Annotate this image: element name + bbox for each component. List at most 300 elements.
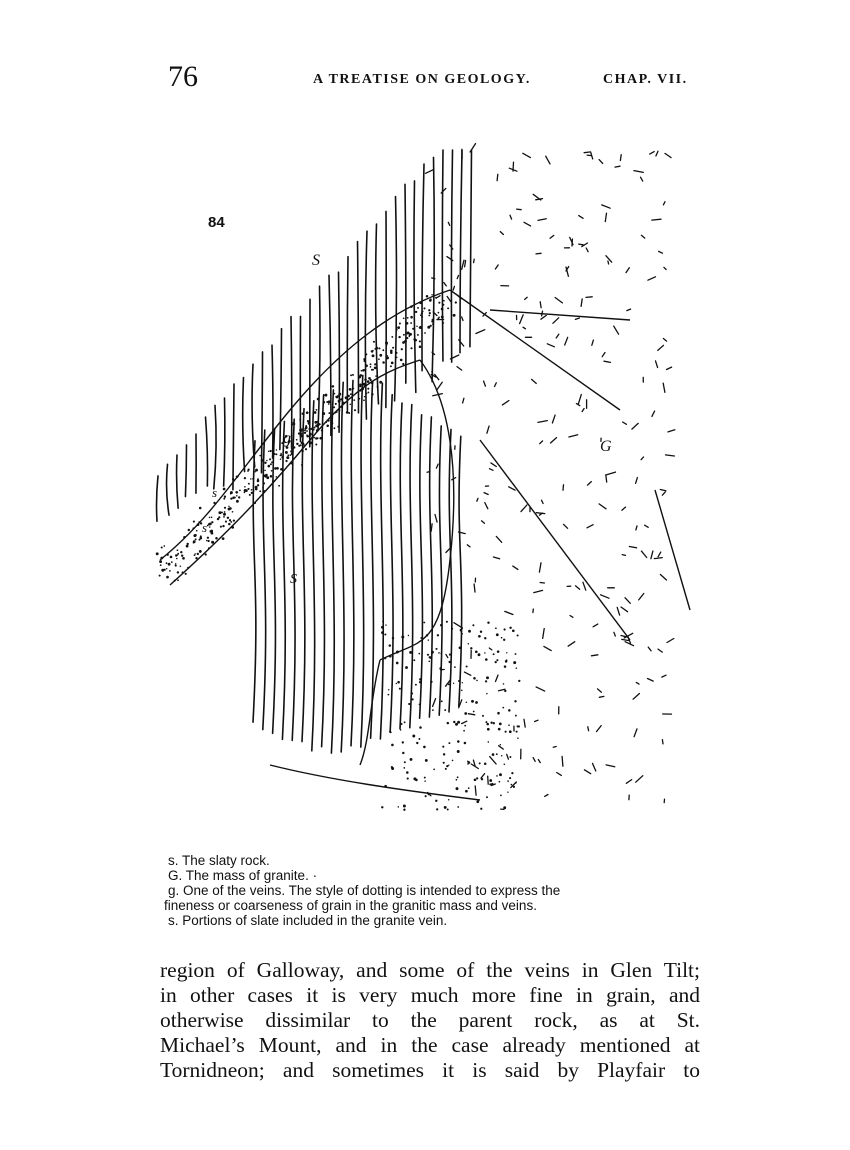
vein-grain-dot (300, 429, 303, 432)
vein-grain-dot (457, 721, 460, 724)
vein-grain-dot (496, 775, 498, 777)
vein-grain-dot (400, 729, 401, 730)
granite-grain (533, 758, 535, 762)
granite-grain (476, 330, 485, 334)
vein-grain-dot (338, 400, 341, 403)
vein-grain-dot (404, 340, 407, 343)
vein-grain-dot (457, 740, 460, 743)
vein-grain-dot (423, 307, 425, 309)
vein-grain-dot (447, 307, 449, 309)
vein-grain-dot (385, 344, 387, 346)
vein-grain-dot (498, 728, 501, 731)
vein-grain-dot (390, 731, 392, 733)
figure-number: 84 (208, 214, 225, 231)
granite-grain (495, 265, 498, 269)
granite-grain (564, 524, 568, 528)
granite-grain (521, 505, 527, 512)
vein-grain-dot (280, 458, 282, 460)
vein-grain-dot (456, 787, 459, 790)
granite-grain (509, 487, 515, 490)
vein-grain-dot (233, 519, 235, 521)
vein-grain-dot (306, 411, 309, 414)
vein-boundary (450, 290, 620, 410)
granite-grain (523, 153, 531, 157)
vein-grain-dot (398, 336, 400, 338)
vein-grain-dot (449, 654, 451, 656)
vein-grain-dot (518, 680, 520, 682)
vein-grain-dot (264, 462, 266, 464)
vein-grain-dot (291, 452, 294, 455)
vein-grain-dot (228, 523, 230, 525)
vein-grain-dot (370, 366, 372, 368)
granite-grain (660, 575, 666, 581)
vein-grain-dot (264, 475, 267, 478)
vein-grain-dot (405, 666, 408, 669)
granite-grain (446, 680, 451, 686)
vein-grain-dot (175, 554, 177, 556)
vein-grain-dot (333, 427, 335, 429)
granite-grain (614, 632, 615, 636)
vein-grain-dot (333, 406, 335, 408)
granite-grain (437, 382, 443, 390)
granite-grain (622, 639, 629, 640)
vein-grain-dot (476, 800, 479, 803)
vein-grain-dot (396, 329, 398, 331)
vein-grain-dot (505, 731, 507, 733)
chapter-label: CHAP. VII. (603, 72, 688, 87)
granite-grain (448, 222, 449, 225)
vein-grain-dot (408, 703, 410, 705)
vein-grain-dot (384, 633, 386, 635)
granite-grain (490, 469, 494, 471)
vein-grain-dot (403, 334, 405, 336)
vein-grain-dot (253, 490, 255, 492)
vein-grain-dot (443, 762, 445, 764)
vein-grain-dot (401, 348, 403, 350)
vein-grain-dot (501, 637, 503, 639)
granite-grain (625, 598, 630, 604)
vein-grain-dot (426, 634, 428, 636)
vein-grain-dot (247, 470, 249, 472)
vein-grain-dot (468, 630, 471, 633)
vein-grain-dot (269, 450, 271, 452)
vein-grain-dot (264, 470, 266, 472)
vein-grain-dot (361, 370, 363, 372)
granite-grain (536, 513, 545, 514)
slate-stratum-line (376, 224, 379, 404)
granite-grain (502, 401, 509, 405)
granite-grain (633, 694, 639, 700)
vein-grain-dot (167, 554, 169, 556)
vein-grain-dot (400, 359, 403, 362)
slate-stratum-line (224, 398, 225, 486)
vein-grain-dot (484, 637, 486, 639)
vein-grain-dot (406, 322, 409, 325)
granite-grain (599, 504, 606, 509)
vein-grain-dot (188, 529, 190, 531)
vein-grain-dot (381, 806, 383, 808)
vein-grain-dot (495, 661, 497, 663)
vein-grain-dot (403, 317, 405, 319)
granite-grain (599, 696, 604, 697)
vein-grain-dot (182, 571, 184, 573)
granite-grain (648, 679, 654, 682)
vein-grain-dot (293, 446, 295, 448)
vein-grain-dot (208, 547, 210, 549)
vein-grain-dot (390, 365, 392, 367)
granite-grain (622, 507, 626, 510)
granite-grain (444, 283, 447, 286)
slate-stratum-line (410, 405, 413, 728)
vein-grain-dot (513, 661, 516, 664)
granite-grain (584, 770, 590, 774)
vein-grain-dot (220, 526, 222, 528)
vein-grain-dot (491, 783, 494, 786)
vein-grain-dot (335, 403, 337, 405)
vein-grain-dot (350, 393, 352, 395)
vein-grain-dot (503, 683, 505, 685)
vein-grain-dot (183, 536, 185, 538)
vein-grain-dot (336, 411, 338, 413)
vein-grain-dot (497, 650, 500, 653)
vein-grain-dot (382, 361, 385, 364)
slate-stratum-line (414, 181, 416, 392)
granite-grain (435, 515, 437, 523)
vein-grain-dot (367, 388, 369, 390)
vein-grain-dot (209, 526, 211, 528)
vein-grain-dot (159, 560, 162, 563)
vein-grain-dot (452, 760, 454, 762)
granite-grain (500, 232, 503, 235)
vein-grain-dot (271, 470, 273, 472)
vein-grain-dot (454, 666, 456, 668)
vein-grain-dot (506, 652, 507, 653)
vein-grain-dot (487, 728, 490, 731)
vein-grain-dot (447, 722, 449, 724)
vein-grain-dot (391, 362, 394, 365)
vein-grain-dot (300, 432, 302, 434)
vein-grain-dot (486, 693, 487, 694)
vein-grain-dot (244, 477, 246, 479)
vein-grain-dot (375, 375, 376, 376)
vein-grain-dot (225, 521, 227, 523)
granite-grain (626, 268, 629, 273)
slate-stratum-line (302, 409, 305, 742)
granite-grain (446, 654, 448, 657)
vein-grain-dot (314, 427, 316, 429)
vein-grain-dot (416, 326, 418, 328)
vein-grain-dot (445, 768, 447, 770)
vein-grain-dot (348, 395, 350, 397)
body-line: Michael’s Mount, and in the case already mentioned at (160, 1033, 700, 1057)
slate-stratum-line (449, 429, 452, 711)
vein-grain-dot (166, 576, 169, 579)
vein-grain-dot (160, 564, 162, 566)
vein-grain-dot (197, 553, 199, 555)
vein-grain-dot (448, 742, 450, 744)
vein-grain-dot (302, 413, 304, 415)
vein-grain-dot (432, 323, 434, 325)
granite-grain (485, 503, 488, 509)
vein-grain-dot (402, 741, 404, 743)
slate-stratum-line (451, 150, 452, 362)
vein-grain-dot (411, 698, 413, 700)
granite-grain (586, 297, 592, 298)
slate-stratum-line (280, 329, 282, 450)
vein-grain-dot (239, 490, 241, 492)
vein-grain-dot (455, 301, 457, 303)
granite-grain (570, 616, 573, 618)
vein-grain-dot (448, 661, 450, 663)
vein-grain-dot (489, 783, 491, 785)
granite-grain (547, 344, 554, 347)
granite-vein-illustration (150, 140, 700, 830)
vein-grain-dot (443, 753, 445, 755)
vein-grain-dot (363, 399, 365, 401)
granite-grain (592, 340, 594, 345)
vein-grain-dot (259, 490, 261, 492)
vein-grain-dot (463, 730, 465, 732)
granite-grain (634, 171, 643, 173)
vein-grain-dot (290, 462, 292, 464)
granite-grain (496, 675, 499, 681)
vein-grain-dot (364, 383, 367, 386)
slate-stratum-line (361, 375, 364, 747)
body-paragraph (160, 958, 700, 1083)
vein-boundary (270, 765, 480, 800)
vein-grain-dot (317, 398, 320, 401)
vein-grain-dot (371, 351, 373, 353)
vein-grain-dot (300, 444, 302, 446)
granite-grain (598, 689, 602, 692)
vein-grain-dot (168, 563, 171, 566)
vein-grain-dot (266, 460, 268, 462)
vein-grain-dot (507, 791, 508, 792)
vein-grain-dot (218, 511, 221, 514)
vein-grain-dot (386, 356, 389, 359)
vein-grain-dot (224, 511, 226, 513)
vein-grain-dot (281, 456, 284, 459)
caption-line: fineness or coarseness of grain in the granitic mass and veins. (164, 898, 537, 913)
vein-grain-dot (209, 522, 212, 525)
vein-grain-dot (192, 527, 194, 529)
slate-stratum-line (432, 157, 434, 381)
vein-grain-dot (486, 796, 488, 798)
vein-grain-dot (484, 652, 485, 653)
granite-grain (523, 327, 526, 329)
vein-grain-dot (223, 513, 226, 516)
granite-grain (662, 675, 666, 677)
granite-grain (627, 309, 631, 311)
granite-grain (481, 774, 485, 779)
label-granite-mass: G (600, 438, 612, 455)
vein-grain-dot (276, 449, 277, 450)
vein-grain-dot (303, 444, 305, 446)
vein-grain-dot (407, 778, 409, 780)
granite-grain (654, 558, 662, 559)
vein-grain-dot (422, 310, 424, 312)
vein-grain-dot (338, 393, 341, 396)
vein-grain-dot (322, 416, 323, 417)
granite-grain (563, 485, 564, 490)
vein-grain-dot (322, 412, 325, 415)
vein-grain-dot (402, 363, 404, 365)
vein-grain-dot (206, 540, 208, 542)
vein-grain-dot (437, 317, 439, 319)
vein-grain-dot (236, 500, 239, 503)
granite-grain (641, 235, 644, 238)
vein-grain-dot (503, 639, 505, 641)
vein-grain-dot (229, 519, 231, 521)
granite-grain (462, 317, 463, 321)
granite-grain (626, 780, 631, 784)
vein-grain-dot (182, 557, 185, 560)
vein-grain-dot (328, 412, 330, 414)
vein-grain-dot (177, 571, 179, 573)
vein-grain-dot (274, 453, 276, 455)
vein-grain-dot (374, 367, 377, 370)
label-vein: g (283, 430, 291, 447)
vein-grain-dot (410, 316, 413, 319)
vein-grain-dot (276, 467, 279, 470)
slate-stratum-line (261, 352, 262, 473)
vein-grain-dot (457, 776, 459, 778)
granite-grain (614, 326, 619, 334)
vein-grain-dot (428, 660, 430, 662)
vein-grain-dot (504, 690, 506, 692)
granite-grain (579, 244, 583, 245)
granite-grain (602, 205, 611, 208)
vein-grain-dot (438, 652, 440, 654)
vein-grain-dot (419, 340, 421, 342)
granite-grain (651, 551, 653, 559)
granite-grain (536, 253, 541, 254)
slate-stratum-line (371, 381, 374, 738)
vein-grain-dot (395, 346, 396, 347)
vein-grain-dot (251, 489, 253, 491)
vein-grain-dot (453, 683, 454, 684)
granite-grain (555, 298, 562, 303)
vein-grain-dot (374, 348, 376, 350)
vein-grain-dot (232, 511, 234, 513)
vein-grain-dot (447, 809, 449, 811)
granite-grain (513, 566, 518, 569)
vein-grain-dot (364, 396, 366, 398)
vein-grain-dot (250, 478, 251, 479)
vein-grain-dot (194, 534, 196, 536)
vein-grain-dot (244, 489, 247, 492)
granite-grain (433, 699, 436, 707)
vein-grain-dot (499, 773, 502, 776)
vein-grain-dot (249, 508, 251, 510)
granite-grain (623, 422, 627, 424)
vein-grain-dot (180, 551, 182, 553)
granite-grain (462, 721, 467, 723)
vein-grain-dot (471, 700, 474, 703)
vein-grain-dot (499, 781, 501, 783)
granite-grain (538, 219, 546, 221)
vein-boundary (655, 490, 690, 610)
vein-grain-dot (407, 317, 409, 319)
vein-grain-dot (276, 476, 277, 477)
geology-figure (150, 140, 700, 830)
granite-grain (513, 162, 514, 171)
vein-grain-dot (460, 629, 462, 631)
granite-grain (591, 655, 598, 656)
vein-fine-dotting (156, 294, 521, 811)
vein-grain-dot (323, 401, 325, 403)
vein-grain-dot (513, 786, 515, 788)
vein-grain-dot (366, 393, 368, 395)
vein-grain-dot (171, 561, 173, 563)
vein-grain-dot (328, 400, 331, 403)
vein-grain-dot (321, 429, 323, 431)
vein-grain-dot (493, 653, 495, 655)
vein-grain-dot (285, 451, 288, 454)
vein-grain-dot (425, 795, 427, 797)
vein-grain-dot (392, 347, 394, 349)
vein-grain-dot (431, 320, 434, 323)
vein-grain-dot (285, 460, 287, 462)
vein-grain-dot (336, 396, 338, 398)
slate-stratum-line (459, 436, 462, 706)
vein-grain-dot (257, 480, 260, 483)
vein-grain-dot (234, 497, 236, 499)
vein-grain-dot (307, 420, 309, 422)
vein-grain-dot (396, 357, 398, 359)
vein-grain-dot (475, 650, 478, 653)
vein-grain-dot (501, 755, 503, 757)
vein-grain-dot (313, 437, 315, 439)
granite-grain (656, 151, 658, 156)
label-slate-portion-1: s (212, 485, 218, 500)
vein-grain-dot (291, 448, 293, 450)
granite-grain (470, 144, 475, 152)
vein-grain-dot (467, 761, 469, 763)
vein-grain-dot (350, 374, 352, 376)
vein-grain-dot (388, 689, 389, 690)
granite-grain (532, 379, 537, 383)
granite-grain (524, 719, 525, 727)
vein-grain-dot (185, 573, 187, 575)
vein-grain-dot (515, 715, 517, 717)
granite-grain (538, 421, 547, 423)
granite-grain (484, 493, 488, 495)
vein-grain-dot (187, 567, 189, 569)
slate-stratum-line (395, 197, 397, 401)
vein-grain-dot (193, 542, 195, 544)
caption-line: s. The slaty rock. (168, 853, 270, 868)
granite-grain (520, 315, 524, 324)
vein-grain-dot (257, 484, 259, 486)
vein-grain-dot (300, 435, 303, 438)
vein-grain-dot (472, 624, 474, 626)
granite-grain (467, 545, 470, 547)
vein-grain-dot (412, 735, 415, 738)
granite-grain (658, 345, 664, 350)
vein-grain-dot (382, 621, 383, 622)
vein-grain-dot (392, 637, 394, 639)
vein-grain-dot (291, 423, 293, 425)
vein-grain-dot (193, 521, 195, 523)
granite-grain (593, 763, 596, 771)
vein-grain-dot (389, 644, 391, 646)
vein-grain-dot (230, 493, 232, 495)
vein-grain-dot (482, 715, 484, 717)
granite-grain (432, 278, 435, 279)
body-line: region of Galloway, and some of the veins in Glen Tilt; (160, 958, 700, 982)
vein-grain-dot (509, 730, 512, 733)
